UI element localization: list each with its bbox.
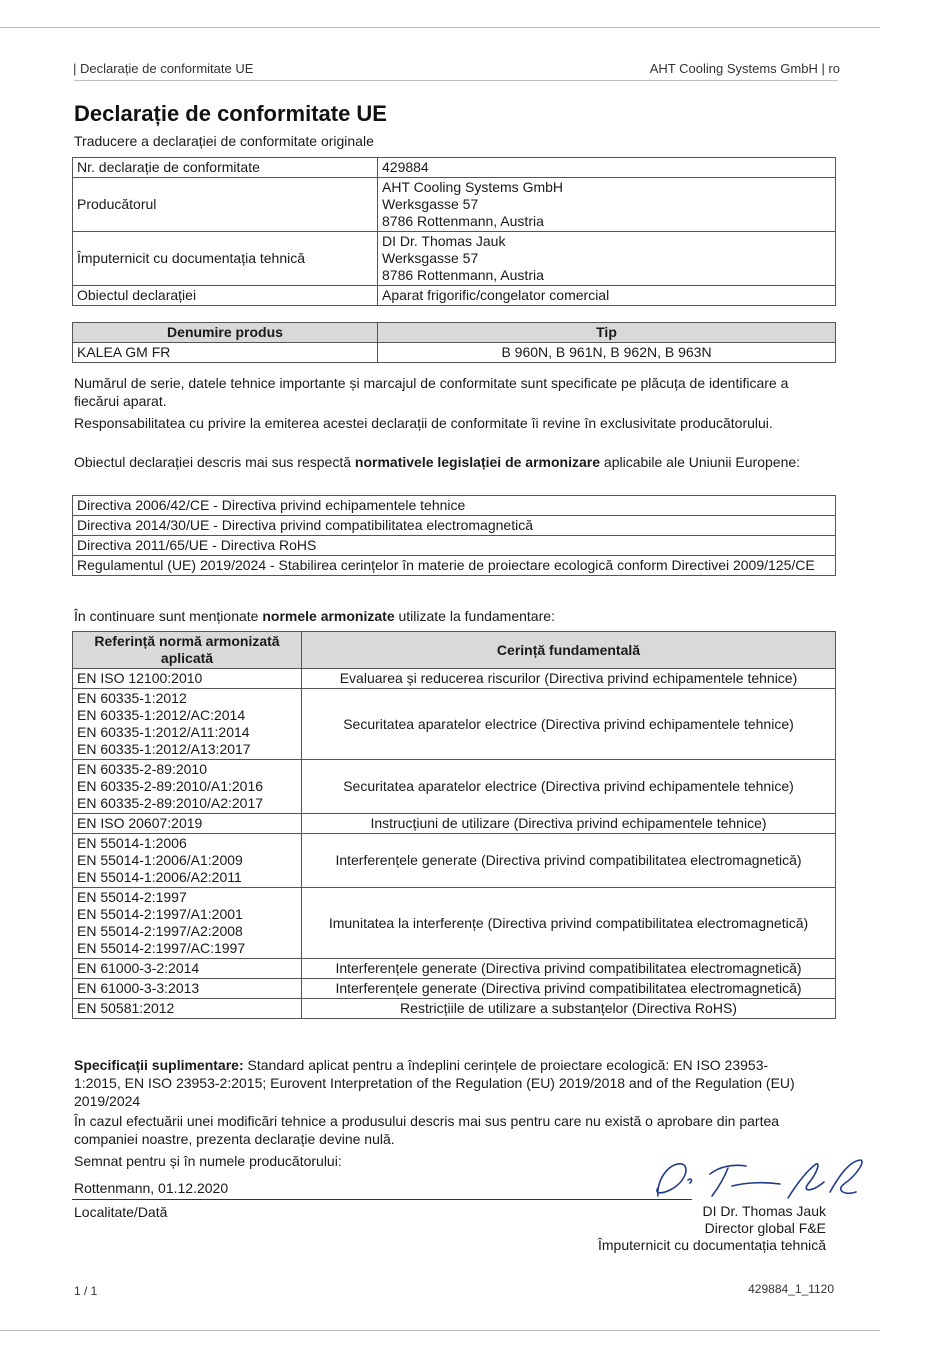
paragraph-serial: Numărul de serie, datele tehnice importante și marcajul de conformitate sunt specificate pe plăcuța de identificare a fiecărui aparat. xyxy=(74,375,789,409)
page-subtitle: Traducere a declarației de conformitate originale xyxy=(74,133,374,149)
directive-row xyxy=(73,496,836,516)
additional-specs-label: Specificații suplimentare: xyxy=(74,1057,244,1073)
norms-header-row xyxy=(73,632,836,669)
directive-text: Directiva 2014/30/UE - Directiva privind compatibilitatea electromagnetică xyxy=(73,516,836,536)
norm-row xyxy=(73,669,836,689)
paragraph-text: În continuare sunt menționate xyxy=(74,608,263,624)
document-id: 429884_1_1120 xyxy=(748,1282,834,1296)
norm-ref: EN 55014-1:2006/A2:2011 xyxy=(77,869,242,885)
col-product-type: Tip xyxy=(378,323,836,343)
paragraph-bold: normele armonizate xyxy=(262,608,395,624)
header-doc-type: | Declarație de conformitate UE xyxy=(73,61,254,76)
col-product-name: Denumire produs xyxy=(73,323,378,343)
product-row xyxy=(73,343,836,363)
norm-refs xyxy=(73,999,302,1019)
authorized-line: Werksgasse 57 xyxy=(382,250,479,266)
norm-requirement: Restricțiile de utilizare a substanțelor (Directiva RoHS) xyxy=(302,999,836,1019)
norm-requirement: Evaluarea și reducerea riscurilor (Directiva privind echipamentele tehnice) xyxy=(302,669,836,689)
producer-line: Werksgasse 57 xyxy=(382,196,479,212)
norm-row xyxy=(73,959,836,979)
paragraph-responsibility: Responsabilitatea cu privire la emiterea acestei declarații de conformitate îi revine în exclusivitate producătorului. xyxy=(74,415,773,431)
norm-ref: EN 60335-2-89:2010 xyxy=(77,761,207,777)
top-rule xyxy=(0,27,880,28)
norm-refs xyxy=(73,689,302,760)
producer-line: AHT Cooling Systems GmbH xyxy=(382,179,564,195)
paragraph-bold: normativele legislației de armonizare xyxy=(354,454,601,470)
norm-ref: EN 55014-1:2006 xyxy=(77,835,187,851)
signer-name: DI Dr. Thomas Jauk xyxy=(702,1203,826,1219)
authorized-value xyxy=(378,232,836,286)
norm-row xyxy=(73,979,836,999)
col-norm-reference: Referință normă armonizată aplicată xyxy=(73,632,302,669)
directives-table xyxy=(72,495,836,576)
norms-table xyxy=(72,631,836,1019)
norm-ref: EN 60335-1:2012/AC:2014 xyxy=(77,707,246,723)
info-row-object xyxy=(73,286,836,306)
product-name: KALEA GM FR xyxy=(73,343,378,363)
info-row-producer xyxy=(73,178,836,232)
info-table xyxy=(72,157,836,306)
place-date: Rottenmann, 01.12.2020 xyxy=(74,1180,229,1196)
norm-requirement: Interferențele generate (Directiva privind compatibilitatea electromagnetică) xyxy=(302,979,836,999)
signer-block xyxy=(598,1203,826,1254)
directive-row xyxy=(73,556,836,576)
norm-row xyxy=(73,999,836,1019)
norm-requirement: Interferențele generate (Directiva privind compatibilitatea electromagnetică) xyxy=(302,834,836,888)
directive-row xyxy=(73,536,836,556)
signer-function: Împuternicit cu documentația tehnică xyxy=(597,1237,826,1253)
norm-ref: EN ISO 20607:2019 xyxy=(77,815,203,831)
norm-ref: EN 55014-2:1997/A1:2001 xyxy=(77,906,243,922)
norm-refs xyxy=(73,834,302,888)
paragraph-nullity: În cazul efectuării unei modificări tehnice a produsului descris mai sus pentru care nu există o aprobare din partea companiei noastre, prezenta declarație devine nulă. xyxy=(74,1113,780,1147)
header-company: AHT Cooling Systems GmbH | ro xyxy=(649,61,840,76)
norm-ref: EN 60335-2-89:2010/A1:2016 xyxy=(77,778,264,794)
norm-ref: EN 61000-3-3:2013 xyxy=(77,980,200,996)
paragraph-additional-specs xyxy=(74,1056,814,1110)
authorized-line: 8786 Rottenmann, Austria xyxy=(382,267,544,283)
col-fundamental-requirement: Cerință fundamentală xyxy=(302,632,836,669)
authorized-line: DI Dr. Thomas Jauk xyxy=(382,233,506,249)
place-date-label: Localitate/Dată xyxy=(74,1204,168,1220)
signed-for: Semnat pentru și în numele producătorului: xyxy=(74,1153,342,1169)
norm-refs xyxy=(73,669,302,689)
norm-refs xyxy=(73,979,302,999)
paragraph-norms-intro xyxy=(74,607,814,625)
authorized-label: Împuternicit cu documentația tehnică xyxy=(73,232,378,286)
norm-row xyxy=(73,814,836,834)
norm-refs xyxy=(73,888,302,959)
norm-requirement: Securitatea aparatelor electrice (Directiva privind echipamentele tehnice) xyxy=(302,689,836,760)
norm-row xyxy=(73,834,836,888)
norm-row xyxy=(73,888,836,959)
producer-label: Producătorul xyxy=(73,178,378,232)
handwritten-signature xyxy=(648,1152,868,1204)
header-rule xyxy=(74,80,838,81)
bottom-rule xyxy=(0,1330,880,1331)
paragraph-legislation xyxy=(74,453,814,471)
object-label: Obiectul declarației xyxy=(73,286,378,306)
norm-ref: EN ISO 12100:2010 xyxy=(77,670,203,686)
nr-label: Nr. declarație de conformitate xyxy=(73,158,378,178)
norm-ref: EN 55014-2:1997 xyxy=(77,889,187,905)
norm-refs xyxy=(73,814,302,834)
signer-role: Director global F&E xyxy=(704,1220,826,1236)
norm-requirement: Interferențele generate (Directiva privind compatibilitatea electromagnetică) xyxy=(302,959,836,979)
directive-text: Directiva 2011/65/UE - Directiva RoHS xyxy=(73,536,836,556)
norm-ref: EN 55014-2:1997/AC:1997 xyxy=(77,940,246,956)
directive-text: Directiva 2006/42/CE - Directiva privind echipamentele tehnice xyxy=(73,496,836,516)
signature-line xyxy=(72,1199,692,1200)
norm-row xyxy=(73,689,836,760)
norm-requirement: Securitatea aparatelor electrice (Directiva privind echipamentele tehnice) xyxy=(302,760,836,814)
nr-value: 429884 xyxy=(378,158,836,178)
directive-row xyxy=(73,516,836,536)
norm-ref: EN 61000-3-2:2014 xyxy=(77,960,200,976)
product-table xyxy=(72,322,836,363)
norm-ref: EN 60335-1:2012/A11:2014 xyxy=(77,724,250,740)
norm-row xyxy=(73,760,836,814)
object-value: Aparat frigorific/congelator comercial xyxy=(378,286,836,306)
directive-text: Regulamentul (UE) 2019/2024 - Stabilirea cerințelor în materie de proiectare ecologică conform Directivei 2009/125/CE xyxy=(73,556,836,576)
info-row-nr xyxy=(73,158,836,178)
norm-requirement: Instrucțiuni de utilizare (Directiva privind echipamentele tehnice) xyxy=(302,814,836,834)
product-header-row xyxy=(73,323,836,343)
info-row-authorized xyxy=(73,232,836,286)
norm-ref: EN 55014-2:1997/A2:2008 xyxy=(77,923,243,939)
norm-refs xyxy=(73,959,302,979)
page-number: 1 / 1 xyxy=(74,1284,98,1298)
additional-specs-text: Standard aplicat pentru a îndeplini cerințele de proiectare ecologică: EN ISO 23953-1:2015, EN ISO 23953-2:2015; Eurovent Interpretation of the Regulation (EU) 2019/2018 and of the Regulation (EU) 2019/2024 xyxy=(74,1057,795,1109)
norm-refs xyxy=(73,760,302,814)
norm-ref: EN 55014-1:2006/A1:2009 xyxy=(77,852,243,868)
paragraph-text: Obiectul declarației descris mai sus respectă xyxy=(74,454,355,470)
producer-line: 8786 Rottenmann, Austria xyxy=(382,213,544,229)
producer-value xyxy=(378,178,836,232)
norm-ref: EN 60335-1:2012 xyxy=(77,690,187,706)
norm-requirement: Imunitatea la interferențe (Directiva privind compatibilitatea electromagnetică) xyxy=(302,888,836,959)
paragraph-text: aplicabile ale Uniunii Europene: xyxy=(600,454,801,470)
norm-ref: EN 60335-2-89:2010/A2:2017 xyxy=(77,795,264,811)
norm-ref: EN 50581:2012 xyxy=(77,1000,175,1016)
norm-ref: EN 60335-1:2012/A13:2017 xyxy=(77,741,251,757)
paragraph-text: utilizate la fundamentare: xyxy=(394,608,555,624)
product-type: B 960N, B 961N, B 962N, B 963N xyxy=(378,343,836,363)
page-title: Declarație de conformitate UE xyxy=(74,101,387,126)
